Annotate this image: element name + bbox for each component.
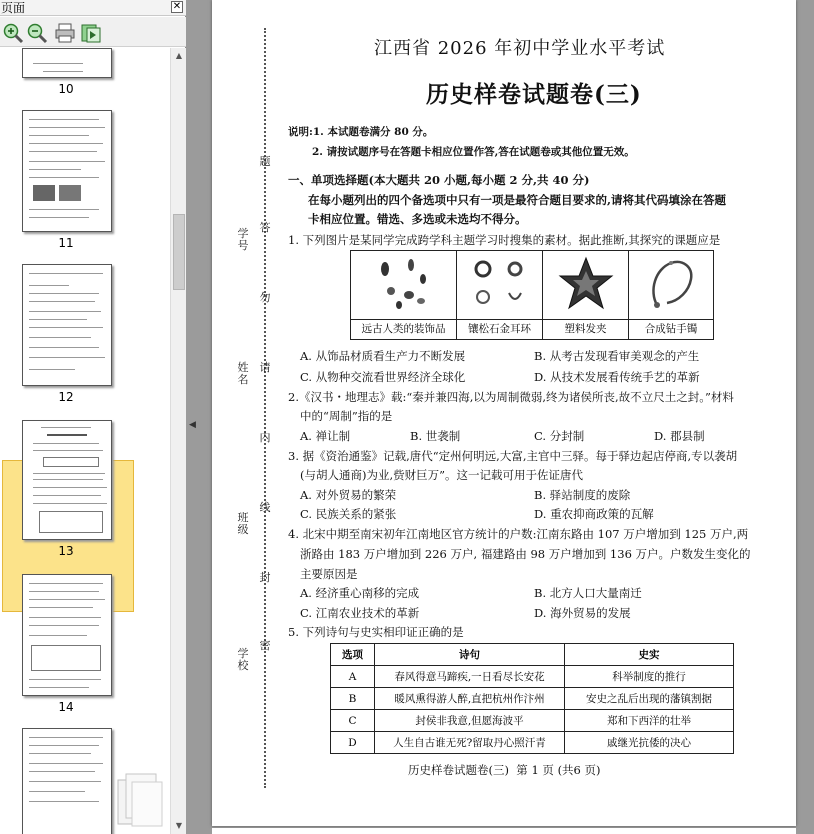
thumbnail-page-10[interactable] [22,48,112,78]
thumbnail-list [0,48,170,834]
thumbnail-label: 11 [58,236,74,250]
instruction-1: 说明:1. 本试题卷满分 80 分。 [288,126,434,138]
q1-option-a: A. 从饰品材质看生产力不断发展 [300,349,466,363]
q2-option-d: D. 郡县制 [654,429,705,443]
thumbnail-label: 10 [58,82,74,96]
question-2-line-1: 2.《汉书・地理志》载:“秦并兼四海,以为周制微弱,终为诸侯所丧,故不立尺土之封。”材料 [288,390,734,404]
binding-dotted-line [264,28,266,788]
drag-ghost-pages-icon [116,770,164,830]
image-caption: 镶松石金耳环 [457,319,542,339]
question-4-line-3: 主要原因是 [300,567,358,581]
collapse-pane-icon[interactable]: ◀ [189,420,196,430]
plastic-hairpin-icon [557,255,615,313]
image-caption: 塑料发夹 [543,319,628,339]
question-5: 5. 下列诗句与史实相印证正确的是 [288,625,464,639]
image-cell-prehistoric-ornaments [351,251,457,339]
page-footer: 历史样卷试题卷(三) 第 1 页 (共6 页) [408,763,601,777]
table-row [331,688,734,710]
table-row [331,666,734,688]
table-row [331,710,734,732]
bracelet-icon [645,255,699,313]
thumbnail-label: 12 [58,390,74,404]
q2-option-a: A. 禅让制 [300,429,351,443]
extract-pages-icon[interactable] [80,22,102,44]
pages-toolbar [0,17,186,47]
thumbnail-page-15[interactable] [22,728,112,834]
q3-option-a: A. 对外贸易的繁荣 [300,488,397,502]
table-header-row [331,644,734,666]
document-page [212,0,796,826]
q1-option-c: C. 从物种交流看世界经济全球化 [300,370,466,384]
binding-word: 勿 [259,291,271,304]
side-label-name: 姓名 [237,361,249,386]
image-cell-bracelet [629,251,713,339]
thumbnail-label: 13 [58,544,74,558]
pane-splitter[interactable] [187,0,197,834]
binding-word: 线 [259,501,271,514]
q4-option-b: B. 北方人口大量南迁 [534,586,642,600]
question-2-line-2: 中的“周制”指的是 [300,409,393,423]
question-3-line-1: 3. 据《资治通鉴》记载,唐代“定州何明远,大富,主官中三驿。每于驿边起店停商,专以袭胡 [288,449,738,463]
scrollbar-thumb[interactable] [173,214,185,290]
scroll-up-icon[interactable]: ▲ [175,51,183,60]
scroll-down-icon[interactable]: ▼ [175,821,183,830]
question-4-line-2: 浙路由 183 万户增加到 226 万户, 福建路由 98 万户增加到 136 万户。户数发生变化的 [300,547,751,561]
table-cell: 春风得意马蹄疾,一日看尽长安花 [375,666,565,688]
table-cell: 安史之乱后出现的藩镇割据 [565,688,734,710]
paper-title: 历史样卷试题卷(三) [426,81,642,108]
table-cell: 人生自古谁无死?留取丹心照汗青 [375,732,565,754]
q2-option-c: C. 分封制 [534,429,585,443]
image-caption: 合成钻手镯 [629,319,713,339]
q3-option-b: B. 驿站制度的废除 [534,488,631,502]
table-cell: A [331,666,375,688]
thumbnail-page-11[interactable] [22,110,112,232]
zoom-in-icon[interactable] [2,22,24,44]
side-label-student-id: 学号 [237,227,249,252]
thumbnail-scrollbar[interactable] [170,48,186,834]
q3-option-c: C. 民族关系的紧张 [300,507,397,521]
instruction-2: 2. 请按试题序号在答题卡相应位置作答,答在试题卷或其他位置无效。 [312,146,635,158]
table-cell: 郑和下西洋的壮举 [565,710,734,732]
close-icon[interactable]: ✕ [172,1,182,12]
table-cell: B [331,688,375,710]
question-5-table [330,643,734,754]
thumbnail-label: 14 [58,700,74,714]
image-caption: 远古人类的装饰品 [351,319,456,339]
binding-word: 封 [259,571,271,584]
gold-earrings-icon [469,257,531,311]
image-cell-plastic-hairpin [543,251,629,339]
table-row [331,732,734,754]
q1-option-d: D. 从技术发展看传统手艺的革新 [534,370,700,384]
question-3-line-2: (与胡人通商)为业,赀财巨万”。这一记载可用于佐证唐代 [300,468,584,482]
q4-option-d: D. 海外贸易的发展 [534,606,631,620]
table-cell: 科举制度的推行 [565,666,734,688]
table-cell: C [331,710,375,732]
binding-word: 密 [259,639,271,652]
question-1: 1. 下列图片是某同学完成跨学科主题学习时搜集的素材。据此推断,其探究的课题应是 [288,233,721,247]
thumbnail-page-13[interactable] [22,420,112,540]
prehistoric-ornaments-icon [371,255,437,315]
q2-option-b: B. 世袭制 [410,429,461,443]
table-cell: 戚继光抗倭的决心 [565,732,734,754]
side-label-class: 班级 [237,511,249,536]
exam-title: 江西省 2026 年初中学业水平考试 [374,38,666,59]
table-header: 诗句 [375,644,565,666]
pages-pane [0,0,186,834]
q3-option-d: D. 重农抑商政策的瓦解 [534,507,654,521]
table-header: 史实 [565,644,734,666]
pages-pane-title-text: 页面 [1,1,26,15]
side-label-school: 学校 [237,647,249,672]
table-cell: 暖风熏得游人醉,直把杭州作汴州 [375,688,565,710]
binding-word: 题 [259,155,271,168]
print-icon[interactable] [54,22,76,44]
table-cell: 封侯非我意,但愿海波平 [375,710,565,732]
question-4-line-1: 4. 北宋中期至南宋初年江南地区官方统计的户数:江南东路由 107 万户增加到 125 万户,两 [288,527,749,541]
q4-option-a: A. 经济重心南移的完成 [300,586,420,600]
thumbnail-page-12[interactable] [22,264,112,386]
table-header: 选项 [331,644,375,666]
section-instruction-1: 在每小题列出的四个备选项中只有一项是最符合题目要求的,请将其代码填涂在答题 [308,193,726,207]
section-heading: 一、单项选择题(本大题共 20 小题,每小题 2 分,共 40 分) [288,173,590,187]
q4-option-c: C. 江南农业技术的革新 [300,606,420,620]
zoom-out-icon[interactable] [26,22,48,44]
q1-option-b: B. 从考古发现看审美观念的产生 [534,349,700,363]
table-cell: D [331,732,375,754]
question-1-image-table [350,250,714,340]
pages-pane-title [0,0,186,16]
image-cell-gold-earrings [457,251,543,339]
next-page-edge [212,828,796,834]
thumbnail-page-14[interactable] [22,574,112,696]
binding-word: 内 [259,431,271,444]
binding-word: 答 [259,221,271,234]
binding-word: 请 [259,361,271,374]
section-instruction-2: 卡相应位置。错选、多选或未选均不得分。 [308,212,527,226]
